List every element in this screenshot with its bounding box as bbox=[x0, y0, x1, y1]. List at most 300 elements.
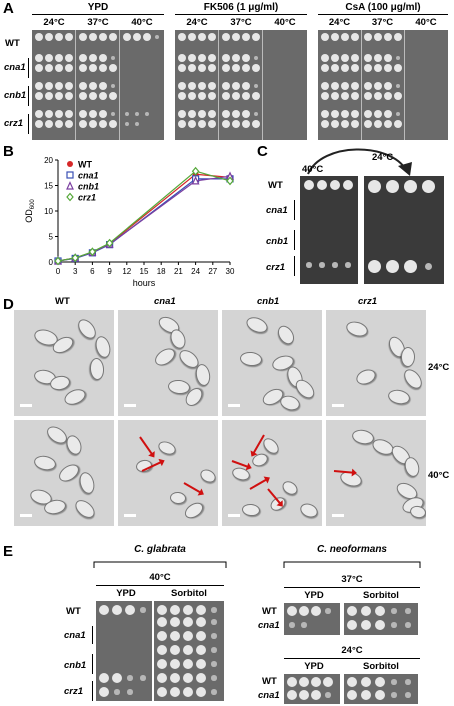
micrograph-tile bbox=[14, 310, 114, 416]
scale-bar bbox=[20, 514, 32, 517]
yeast-spot bbox=[384, 64, 392, 72]
yeast-spot bbox=[341, 33, 349, 41]
yeast-spot bbox=[332, 262, 338, 268]
yeast-spot bbox=[341, 92, 349, 100]
yeast-cell bbox=[156, 439, 177, 457]
yeast-spot bbox=[368, 180, 381, 193]
yeast-spot bbox=[170, 645, 180, 655]
medium-label-ypd: YPD bbox=[304, 590, 324, 601]
yeast-spot bbox=[178, 33, 186, 41]
yeast-spot bbox=[330, 180, 340, 190]
yeast-spot bbox=[89, 120, 97, 128]
yeast-spot bbox=[317, 180, 327, 190]
micrograph-tile bbox=[222, 310, 322, 416]
yeast-spot bbox=[208, 120, 216, 128]
yeast-spot bbox=[45, 54, 53, 62]
yeast-spot bbox=[345, 262, 351, 268]
yeast-spot bbox=[55, 33, 63, 41]
scale-bar bbox=[124, 404, 136, 407]
x-tick-label: 12 bbox=[122, 267, 132, 276]
micrograph-tile bbox=[118, 310, 218, 416]
yeast-cell bbox=[280, 479, 300, 498]
yeast-spot bbox=[89, 64, 97, 72]
yeast-spot bbox=[127, 689, 133, 695]
yeast-spot bbox=[361, 620, 371, 630]
strain-label-wt: WT bbox=[268, 180, 283, 191]
yeast-spot bbox=[183, 617, 193, 627]
yeast-spot bbox=[375, 606, 385, 616]
strain-label-crz1: crz1 bbox=[64, 686, 84, 697]
yeast-spot bbox=[35, 120, 43, 128]
yeast-spot bbox=[65, 92, 73, 100]
yeast-spot bbox=[374, 82, 382, 90]
yeast-spot bbox=[375, 677, 385, 687]
yeast-spot bbox=[299, 677, 309, 687]
yeast-spot bbox=[133, 33, 141, 41]
y-tick-label: 20 bbox=[44, 156, 53, 165]
strain-label-wt: WT bbox=[262, 606, 277, 617]
strain-label-cna1: cna1 bbox=[258, 620, 280, 631]
yeast-spot bbox=[364, 120, 372, 128]
micrograph-tile bbox=[14, 420, 114, 526]
arrow-icon bbox=[250, 478, 268, 490]
yeast-spot bbox=[79, 110, 87, 118]
yeast-spot bbox=[65, 110, 73, 118]
yeast-spot bbox=[347, 620, 357, 630]
yeast-spot bbox=[188, 64, 196, 72]
arrow-icon bbox=[184, 482, 202, 494]
strain-label-cnb1: cnb1 bbox=[266, 236, 289, 247]
yeast-spot bbox=[99, 64, 107, 72]
yeast-spot bbox=[208, 92, 216, 100]
yeast-spot bbox=[394, 92, 402, 100]
scale-bar bbox=[332, 404, 344, 407]
yeast-spot bbox=[394, 33, 402, 41]
yeast-spot bbox=[331, 110, 339, 118]
yeast-spot bbox=[198, 54, 206, 62]
yeast-cell bbox=[93, 335, 112, 360]
yeast-spot bbox=[89, 82, 97, 90]
yeast-spot bbox=[196, 687, 206, 697]
yeast-spot bbox=[374, 33, 382, 41]
yeast-spot bbox=[405, 692, 411, 698]
yeast-spot bbox=[79, 82, 87, 90]
yeast-spot bbox=[157, 617, 167, 627]
x-tick-label: 27 bbox=[208, 267, 218, 276]
yeast-spot bbox=[375, 690, 385, 700]
yeast-spot bbox=[55, 120, 63, 128]
yeast-spot bbox=[45, 33, 53, 41]
yeast-spot bbox=[183, 673, 193, 683]
yeast-spot bbox=[211, 661, 217, 667]
micrograph-tile bbox=[222, 420, 322, 526]
yeast-spot bbox=[331, 82, 339, 90]
yeast-spot bbox=[311, 606, 321, 616]
data-point bbox=[67, 161, 73, 167]
yeast-spot bbox=[242, 64, 250, 72]
yeast-spot bbox=[343, 180, 353, 190]
scale-bar bbox=[228, 514, 240, 517]
yeast-spot bbox=[374, 64, 382, 72]
yeast-spot bbox=[331, 64, 339, 72]
yeast-spot bbox=[364, 110, 372, 118]
strain-label-cna1: cna1 bbox=[4, 62, 26, 73]
yeast-spot bbox=[157, 687, 167, 697]
species-label-c-neoformans: C. neoformans bbox=[316, 544, 387, 555]
yeast-spot bbox=[374, 92, 382, 100]
strain-label-cna1: cna1 bbox=[258, 690, 280, 701]
temp-label: 24°C bbox=[186, 17, 208, 28]
scale-bar bbox=[124, 514, 136, 517]
yeast-cell bbox=[198, 467, 218, 485]
yeast-spot bbox=[89, 92, 97, 100]
yeast-spot bbox=[55, 92, 63, 100]
yeast-spot bbox=[208, 54, 216, 62]
temp-label: 24°C bbox=[328, 17, 351, 28]
yeast-spot bbox=[375, 620, 385, 630]
bracket bbox=[282, 556, 422, 570]
yeast-cell bbox=[239, 351, 262, 367]
yeast-spot bbox=[386, 180, 399, 193]
yeast-spot bbox=[319, 262, 325, 268]
yeast-spot bbox=[79, 120, 87, 128]
yeast-spot bbox=[157, 631, 167, 641]
yeast-cell bbox=[401, 347, 415, 367]
panel-e-letter: E bbox=[3, 543, 14, 560]
yeast-spot bbox=[170, 617, 180, 627]
yeast-spot bbox=[321, 82, 329, 90]
temp-label: 37°C bbox=[87, 17, 109, 28]
yeast-spot bbox=[364, 82, 372, 90]
yeast-spot bbox=[347, 677, 357, 687]
yeast-cell bbox=[56, 461, 82, 485]
yeast-spot bbox=[125, 605, 135, 615]
yeast-cell bbox=[298, 501, 320, 520]
strain-label-wt: WT bbox=[5, 38, 20, 49]
temp-label: 24°C bbox=[341, 645, 363, 656]
yeast-cell bbox=[344, 319, 369, 339]
yeast-cell bbox=[401, 366, 426, 392]
micrograph-tile bbox=[326, 420, 426, 526]
yeast-spot bbox=[374, 120, 382, 128]
yeast-spot bbox=[99, 687, 109, 697]
yeast-spot bbox=[351, 64, 359, 72]
panel-d-letter: D bbox=[3, 296, 14, 313]
yeast-spot bbox=[232, 120, 240, 128]
yeast-spot bbox=[287, 677, 297, 687]
yeast-spot bbox=[364, 64, 372, 72]
plate-title-fk506: FK506 (1 μg/ml) bbox=[203, 2, 279, 13]
yeast-spot bbox=[347, 606, 357, 616]
yeast-spot bbox=[123, 33, 131, 41]
yeast-spot bbox=[391, 608, 397, 614]
plate-title-ypd: YPD bbox=[87, 2, 109, 13]
yeast-spot bbox=[299, 690, 309, 700]
yeast-spot bbox=[140, 607, 146, 613]
yeast-cell bbox=[152, 345, 178, 369]
yeast-spot bbox=[170, 687, 180, 697]
yeast-spot bbox=[183, 687, 193, 697]
yeast-spot bbox=[351, 120, 359, 128]
yeast-spot bbox=[331, 92, 339, 100]
yeast-cell bbox=[409, 505, 426, 520]
yeast-spot bbox=[232, 82, 240, 90]
yeast-cell bbox=[403, 455, 422, 478]
yeast-spot bbox=[178, 54, 186, 62]
species-label-c-glabrata: C. glabrata bbox=[134, 544, 186, 555]
yeast-spot bbox=[331, 33, 339, 41]
yeast-spot bbox=[157, 645, 167, 655]
yeast-spot bbox=[208, 64, 216, 72]
x-axis-label: hours bbox=[132, 278, 156, 288]
yeast-spot bbox=[374, 54, 382, 62]
yeast-spot bbox=[55, 110, 63, 118]
yeast-spot bbox=[211, 689, 217, 695]
yeast-spot bbox=[222, 64, 230, 72]
yeast-spot bbox=[364, 92, 372, 100]
yeast-spot bbox=[99, 54, 107, 62]
yeast-cell bbox=[168, 327, 188, 351]
strain-label-cnb1: cnb1 bbox=[4, 90, 27, 101]
yeast-spot bbox=[99, 120, 107, 128]
x-tick-label: 9 bbox=[107, 267, 112, 276]
yeast-spot bbox=[287, 690, 297, 700]
yeast-spot bbox=[89, 33, 97, 41]
yeast-spot bbox=[35, 33, 43, 41]
yeast-spot bbox=[55, 64, 63, 72]
yeast-spot bbox=[89, 110, 97, 118]
plate-title-csa: CsA (100 μg/ml) bbox=[345, 2, 421, 13]
x-tick-label: 15 bbox=[139, 267, 149, 276]
yeast-spot bbox=[99, 82, 107, 90]
yeast-spot bbox=[170, 673, 180, 683]
bracket bbox=[92, 556, 228, 570]
yeast-spot bbox=[170, 659, 180, 669]
yeast-spot bbox=[232, 110, 240, 118]
yeast-spot bbox=[405, 622, 411, 628]
yeast-spot bbox=[232, 64, 240, 72]
yeast-spot bbox=[384, 82, 392, 90]
yeast-spot bbox=[242, 33, 250, 41]
strain-label-cna1: cna1 bbox=[64, 630, 86, 641]
yeast-spot bbox=[208, 82, 216, 90]
yeast-spot bbox=[45, 120, 53, 128]
yeast-spot bbox=[183, 645, 193, 655]
yeast-spot bbox=[196, 673, 206, 683]
strain-label-wt: WT bbox=[66, 606, 81, 617]
x-tick-label: 21 bbox=[173, 267, 183, 276]
yeast-cell bbox=[182, 500, 206, 522]
growth-curve-chart bbox=[14, 148, 238, 288]
strain-label-cna1: cna1 bbox=[266, 205, 288, 216]
yeast-spot bbox=[341, 120, 349, 128]
yeast-spot bbox=[252, 64, 260, 72]
yeast-spot bbox=[99, 110, 107, 118]
yeast-spot bbox=[198, 120, 206, 128]
yeast-cell bbox=[169, 491, 186, 505]
micrograph-row-label-40c: 40°C bbox=[428, 470, 450, 481]
y-tick-label: 5 bbox=[48, 232, 53, 242]
x-tick-label: 6 bbox=[90, 267, 95, 276]
yeast-spot bbox=[198, 110, 206, 118]
temp-label: 40°C bbox=[131, 17, 153, 28]
yeast-spot bbox=[351, 54, 359, 62]
temp-label: 40°C bbox=[274, 17, 296, 28]
yeast-spot bbox=[242, 82, 250, 90]
yeast-spot bbox=[386, 260, 399, 273]
yeast-spot bbox=[351, 92, 359, 100]
yeast-spot bbox=[157, 659, 167, 669]
scale-bar bbox=[228, 404, 240, 407]
yeast-spot bbox=[404, 260, 417, 273]
temp-label: 40°C bbox=[149, 572, 171, 583]
yeast-spot bbox=[341, 54, 349, 62]
yeast-spot bbox=[287, 606, 297, 616]
micrograph-row-label-24c: 24°C bbox=[428, 362, 450, 373]
yeast-spot bbox=[301, 622, 307, 628]
micrograph-col-label-cnb1: cnb1 bbox=[257, 296, 280, 307]
yeast-spot bbox=[157, 673, 167, 683]
yeast-spot bbox=[35, 82, 43, 90]
yeast-spot bbox=[55, 54, 63, 62]
yeast-spot bbox=[178, 110, 186, 118]
strain-label-crz1: crz1 bbox=[266, 262, 286, 273]
yeast-spot bbox=[198, 64, 206, 72]
temp-to-label: 24°C bbox=[372, 152, 394, 163]
yeast-spot bbox=[140, 675, 146, 681]
temp-label: 40°C bbox=[415, 17, 437, 28]
yeast-spot bbox=[188, 120, 196, 128]
temp-label: 37°C bbox=[371, 17, 394, 28]
data-point bbox=[67, 194, 73, 201]
yeast-spot bbox=[143, 33, 151, 41]
yeast-spot bbox=[188, 92, 196, 100]
yeast-spot bbox=[211, 633, 217, 639]
legend-label: WT bbox=[78, 159, 92, 170]
yeast-spot bbox=[170, 605, 180, 615]
yeast-spot bbox=[99, 605, 109, 615]
yeast-spot bbox=[232, 33, 240, 41]
medium-label-ypd: YPD bbox=[116, 588, 136, 599]
yeast-spot bbox=[45, 110, 53, 118]
yeast-spot bbox=[65, 54, 73, 62]
micrograph-tile bbox=[326, 310, 426, 416]
yeast-spot bbox=[79, 64, 87, 72]
yeast-spot bbox=[321, 110, 329, 118]
yeast-spot bbox=[178, 92, 186, 100]
temp-label: 37°C bbox=[230, 17, 252, 28]
yeast-spot bbox=[178, 64, 186, 72]
yeast-spot bbox=[222, 110, 230, 118]
yeast-spot bbox=[183, 605, 193, 615]
micrograph-col-label-crz1: crz1 bbox=[358, 296, 378, 307]
yeast-spot bbox=[45, 64, 53, 72]
yeast-spot bbox=[222, 82, 230, 90]
yeast-spot bbox=[211, 619, 217, 625]
yeast-cell bbox=[75, 316, 100, 342]
yeast-spot bbox=[299, 606, 309, 616]
yeast-spot bbox=[222, 120, 230, 128]
yeast-cell bbox=[275, 323, 298, 347]
yeast-spot bbox=[188, 33, 196, 41]
y-tick-label: 10 bbox=[44, 207, 53, 216]
temp-label: 24°C bbox=[43, 17, 65, 28]
yeast-spot bbox=[198, 33, 206, 41]
yeast-spot bbox=[341, 110, 349, 118]
yeast-spot bbox=[208, 110, 216, 118]
yeast-spot bbox=[109, 33, 117, 41]
yeast-spot bbox=[341, 64, 349, 72]
yeast-spot bbox=[188, 54, 196, 62]
medium-label-sorbitol: Sorbitol bbox=[363, 661, 399, 672]
yeast-cell bbox=[241, 503, 260, 517]
yeast-spot bbox=[351, 33, 359, 41]
data-point bbox=[67, 172, 73, 178]
yeast-spot bbox=[55, 82, 63, 90]
yeast-spot bbox=[351, 110, 359, 118]
yeast-spot bbox=[65, 64, 73, 72]
yeast-spot bbox=[242, 120, 250, 128]
medium-label-sorbitol: Sorbitol bbox=[171, 588, 207, 599]
yeast-spot bbox=[109, 64, 117, 72]
yeast-spot bbox=[331, 120, 339, 128]
yeast-spot bbox=[422, 180, 435, 193]
yeast-spot bbox=[211, 675, 217, 681]
yeast-spot bbox=[65, 82, 73, 90]
panel-c-letter: C bbox=[257, 143, 268, 160]
x-tick-label: 0 bbox=[55, 267, 61, 276]
yeast-spot bbox=[321, 54, 329, 62]
yeast-cell bbox=[62, 386, 88, 407]
yeast-spot bbox=[109, 92, 117, 100]
arrow-icon bbox=[139, 436, 153, 455]
x-tick-label: 24 bbox=[191, 267, 201, 276]
yeast-spot bbox=[211, 647, 217, 653]
yeast-spot bbox=[35, 64, 43, 72]
yeast-spot bbox=[178, 120, 186, 128]
yeast-spot bbox=[242, 92, 250, 100]
x-tick-label: 18 bbox=[156, 267, 166, 276]
yeast-spot bbox=[198, 82, 206, 90]
yeast-spot bbox=[384, 54, 392, 62]
yeast-cell bbox=[278, 393, 301, 412]
yeast-spot bbox=[196, 605, 206, 615]
yeast-spot bbox=[252, 120, 260, 128]
yeast-spot bbox=[79, 33, 87, 41]
yeast-spot bbox=[394, 120, 402, 128]
y-tick-label: 15 bbox=[44, 181, 53, 191]
yeast-spot bbox=[198, 92, 206, 100]
yeast-spot bbox=[341, 82, 349, 90]
temp-label: 37°C bbox=[341, 574, 363, 585]
yeast-spot bbox=[183, 659, 193, 669]
yeast-spot bbox=[222, 92, 230, 100]
yeast-cell bbox=[77, 471, 96, 496]
yeast-spot bbox=[65, 120, 73, 128]
yeast-spot bbox=[304, 180, 314, 190]
yeast-spot bbox=[127, 675, 133, 681]
yeast-cell bbox=[33, 454, 57, 472]
yeast-spot bbox=[112, 673, 122, 683]
yeast-spot bbox=[196, 645, 206, 655]
yeast-cell bbox=[72, 497, 98, 522]
yeast-spot bbox=[114, 689, 120, 695]
yeast-spot bbox=[252, 33, 260, 41]
yeast-spot bbox=[99, 33, 107, 41]
yeast-spot bbox=[405, 679, 411, 685]
legend-label: cnb1 bbox=[78, 181, 100, 192]
yeast-spot bbox=[232, 92, 240, 100]
